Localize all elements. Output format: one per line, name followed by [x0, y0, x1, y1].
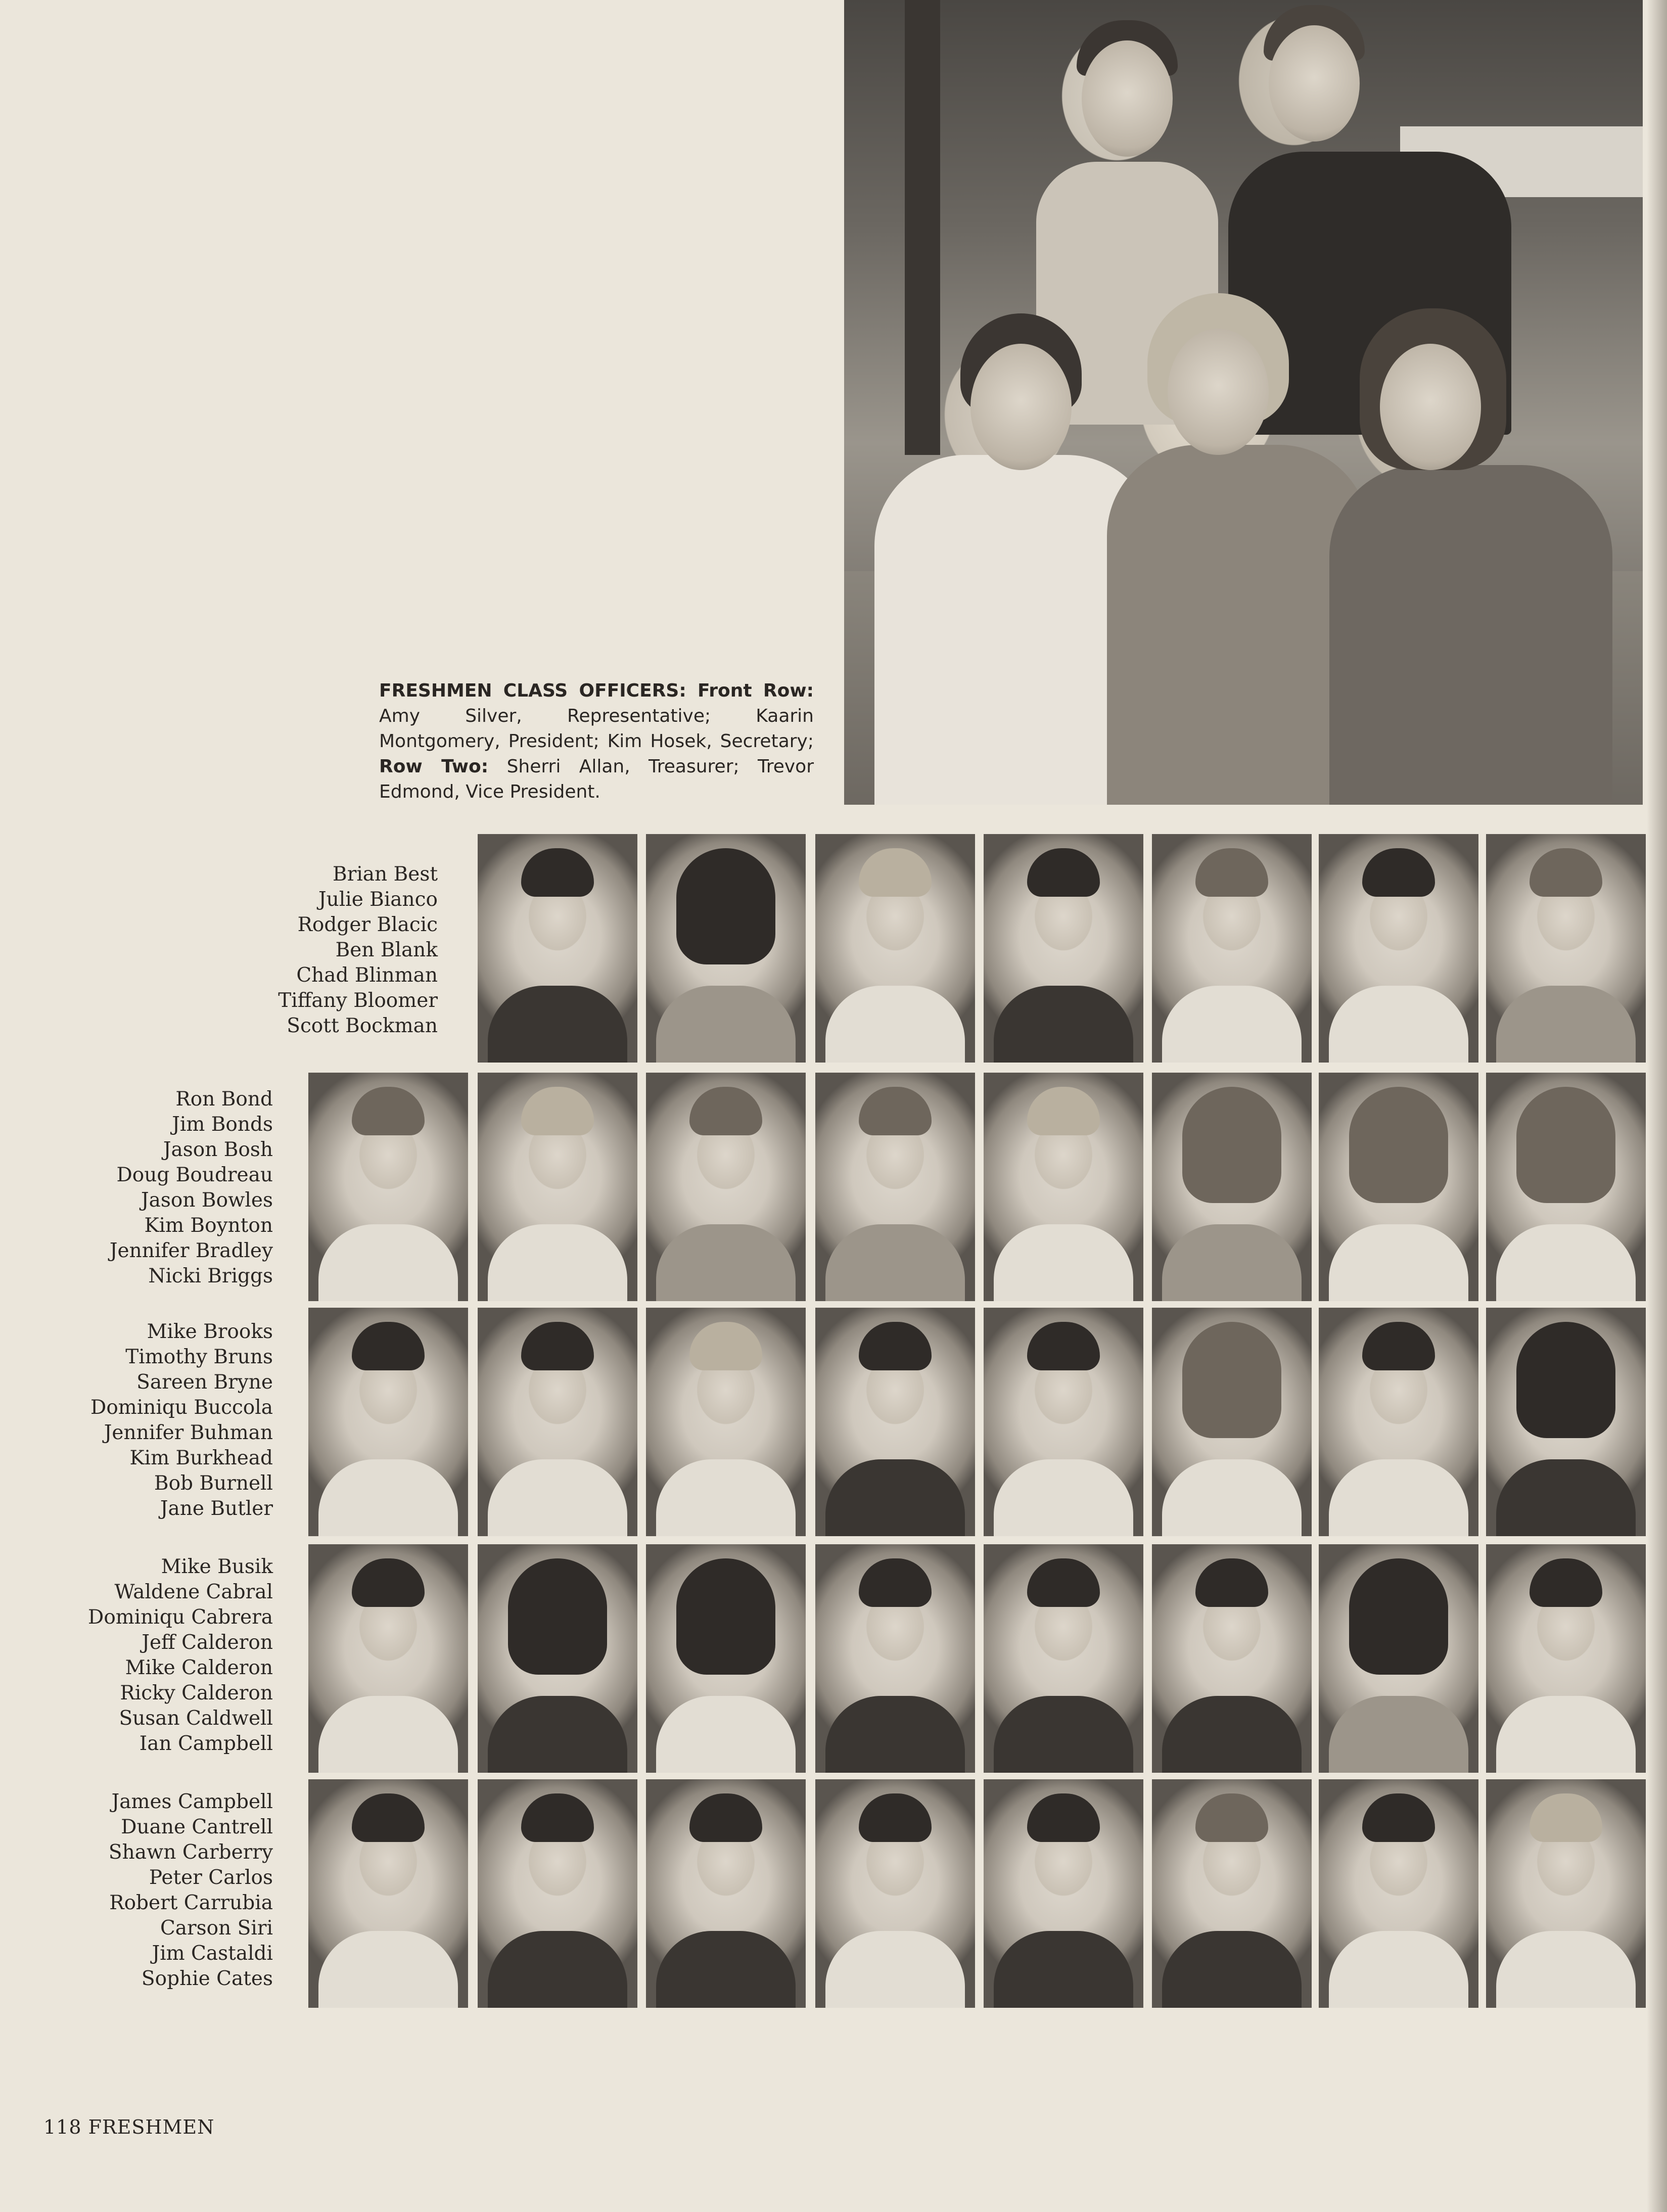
name-list-row-2 [110, 1087, 273, 1289]
student-name: Ricky Calderon [120, 1682, 273, 1704]
student-portrait [815, 1073, 975, 1301]
student-portrait [815, 1308, 975, 1536]
student-portrait [1152, 834, 1312, 1063]
student-portrait [1486, 1544, 1646, 1773]
class-officers-group-photo [844, 0, 1643, 805]
student-portrait [1152, 1073, 1312, 1301]
student-name: Jim Bonds [172, 1113, 273, 1136]
student-name: Waldene Cabral [114, 1581, 273, 1603]
student-portrait [308, 1544, 468, 1773]
caption-row-two-label: Row Two: [379, 756, 489, 777]
page-footer [43, 2116, 214, 2138]
student-portrait [1319, 1073, 1478, 1301]
student-portrait [1486, 1073, 1646, 1301]
student-portrait [646, 1073, 806, 1301]
student-name: Dominiqu Buccola [90, 1396, 273, 1419]
student-name: Mike Brooks [147, 1320, 273, 1343]
student-name: Dominiqu Cabrera [88, 1606, 273, 1629]
caption-front-row: Amy Silver, Representative; Kaarin Montgomery, President; Kim Hosek, Secretary; [379, 706, 814, 752]
student-name: Bob Burnell [154, 1472, 273, 1495]
caption-row-two: Sherri Allan, Treasurer; Trevor Edmond, Vice President. [379, 756, 814, 802]
student-portrait [1152, 1544, 1312, 1773]
student-portrait [1152, 1308, 1312, 1536]
student-portrait [815, 834, 975, 1063]
name-list-row-4 [88, 1554, 273, 1757]
student-name: Sareen Bryne [136, 1371, 273, 1394]
student-portrait [984, 1073, 1143, 1301]
student-name: Scott Bockman [287, 1015, 438, 1037]
student-name: Jeff Calderon [142, 1631, 273, 1654]
student-name: Ben Blank [335, 939, 438, 961]
student-name: Robert Carrubia [109, 1892, 273, 1914]
student-name: Ian Campbell [139, 1732, 273, 1755]
student-name: Shawn Carberry [108, 1841, 273, 1864]
student-name: James Campbell [111, 1790, 273, 1813]
student-name: Peter Carlos [149, 1866, 273, 1889]
student-portrait [1486, 834, 1646, 1063]
student-portrait [1486, 1308, 1646, 1536]
name-list-row-1 [278, 862, 438, 1039]
student-name: Kim Boynton [144, 1214, 273, 1237]
student-portrait [478, 1073, 637, 1301]
student-name: Chad Blinman [296, 964, 438, 987]
student-portrait [646, 1779, 806, 2008]
name-list-row-5 [109, 1789, 273, 1992]
student-portrait [984, 1779, 1143, 2008]
student-portrait [478, 1544, 637, 1773]
student-name: Ron Bond [175, 1088, 273, 1111]
student-portrait [815, 1544, 975, 1773]
student-portrait [984, 1308, 1143, 1536]
student-portrait [984, 1544, 1143, 1773]
student-name: Jim Castaldi [152, 1942, 273, 1965]
student-name: Carson Siri [160, 1917, 273, 1940]
student-portrait [478, 1308, 637, 1536]
student-portrait [1319, 834, 1478, 1063]
student-portrait [478, 834, 637, 1063]
page-number: 118 [43, 2116, 82, 2138]
student-name: Jennifer Bradley [109, 1239, 273, 1262]
student-name: Nicki Briggs [148, 1265, 273, 1287]
student-name: Kim Burkhead [129, 1447, 273, 1469]
student-portrait [308, 1308, 468, 1536]
student-portrait [1319, 1779, 1478, 2008]
name-list-row-3 [90, 1319, 273, 1522]
student-portrait [308, 1779, 468, 2008]
student-name: Mike Busik [161, 1555, 273, 1578]
student-portrait [478, 1779, 637, 2008]
student-name: Susan Caldwell [119, 1707, 273, 1730]
student-portrait [646, 834, 806, 1063]
section-name: FRESHMEN [88, 2116, 215, 2138]
student-name: Tiffany Bloomer [278, 989, 438, 1012]
caption-heading: FRESHMEN CLASS OFFICERS: Front Row: [379, 680, 814, 701]
student-name: Jason Bosh [163, 1138, 273, 1161]
student-portrait [1152, 1779, 1312, 2008]
student-portrait [984, 834, 1143, 1063]
student-name: Mike Calderon [125, 1656, 273, 1679]
student-portrait [1486, 1779, 1646, 2008]
student-name: Timothy Bruns [125, 1346, 273, 1368]
student-portrait [308, 1073, 468, 1301]
student-name: Jennifer Buhman [104, 1421, 273, 1444]
student-portrait [1319, 1308, 1478, 1536]
student-portrait [815, 1779, 975, 2008]
student-name: Duane Cantrell [121, 1816, 273, 1838]
student-portrait [646, 1308, 806, 1536]
student-name: Jane Butler [160, 1497, 273, 1520]
student-name: Doug Boudreau [116, 1164, 273, 1186]
student-name: Jason Bowles [141, 1189, 273, 1212]
page-edge-shadow [1647, 0, 1667, 2212]
student-name: Sophie Cates [141, 1967, 273, 1990]
student-name: Rodger Blacic [297, 913, 438, 936]
student-name: Brian Best [333, 863, 438, 886]
student-portrait [1319, 1544, 1478, 1773]
student-portrait [646, 1544, 806, 1773]
student-name: Julie Bianco [318, 888, 438, 911]
group-photo-caption [379, 678, 814, 805]
